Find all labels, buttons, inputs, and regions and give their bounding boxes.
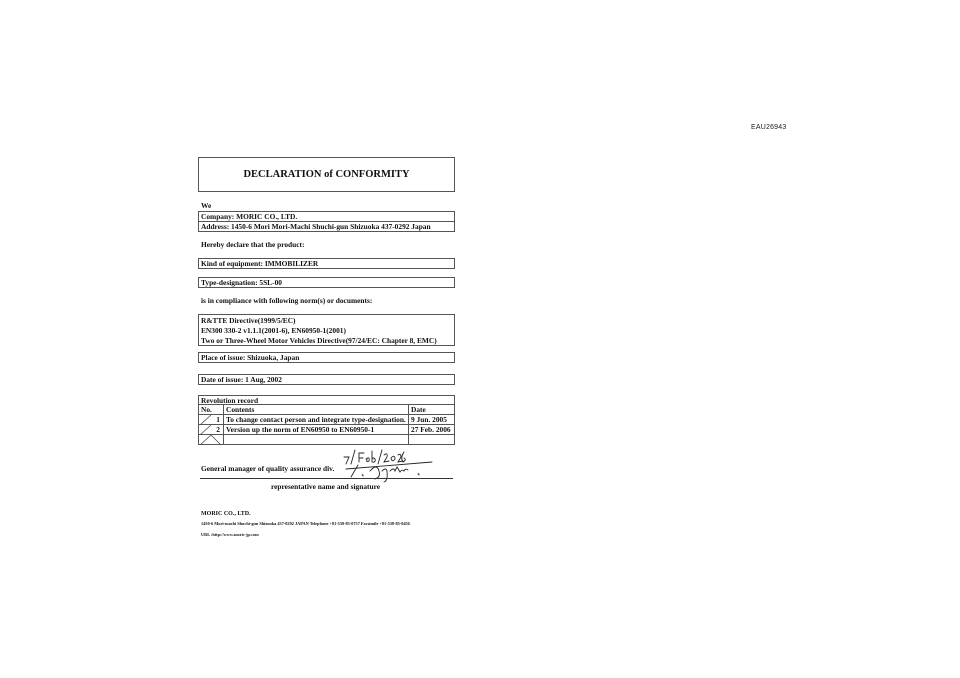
table-row [199,435,455,445]
row-number [220,435,223,444]
row-date [409,435,455,445]
col-contents-header: Contents [224,405,409,415]
row-contents: Version up the norm of EN60950 to EN60950-1 [224,425,409,435]
table-row [199,415,455,425]
compliance-text: is in compliance with following norm(s) or documents: [201,296,373,305]
address-field: Address: 1450-6 Mori Mori-Machi Shuchi-gun Shizuoka 437-0292 Japan [198,221,455,232]
document-code: EAU26943 [751,124,787,131]
norm-item: R&TTE Directive(1999/5/EC) [201,316,296,325]
row-number: 1 [216,414,220,424]
table-row [199,425,455,435]
row-date: 9 Jun. 2005 [409,415,455,425]
row-date: 27 Feb. 2006 [409,425,455,435]
revision-table [198,404,455,445]
we-label: We [201,201,212,210]
row-contents [224,435,409,445]
norm-item: Two or Three-Wheel Motor Vehicles Directive(97/24/EC: Chapter 8, EMC) [201,336,437,345]
diagonal-mark-icon [199,435,221,445]
place-field: Place of issue: Shizuoka, Japan [198,352,455,363]
type-designation-field: Type-designation: 5SL-00 [198,277,455,288]
signature-line [200,478,453,479]
norm-item: EN300 330-2 v1.1.1(2001-6), EN60950-1(2001) [201,326,346,335]
row-number-cell [199,435,224,445]
date-issue-field: Date of issue: 1 Aug, 2002 [198,374,455,385]
signatory-title: General manager of quality assurance div. [201,464,335,473]
row-number: 2 [216,424,220,434]
col-date-header: Date [409,405,455,415]
footer-company: MORIC CO., LTD. [201,511,251,517]
col-no-header: No. [199,405,224,415]
row-number-cell [199,425,224,435]
footer-address: 1450-6 Mori-machi Shuchi-gun Shizuoka 437-0292 JAPAN Telephone +81-538-85-0757 Facsimile +81-538-85-0456 [201,521,410,526]
signature-icon [342,457,434,483]
company-field: Company: MORIC CO., LTD. [198,211,455,222]
kind-field: Kind of equipment: IMMOBILIZER [198,258,455,269]
table-header-row [199,405,455,415]
signature-caption: representative name and signature [271,482,381,491]
row-contents: To change contact person and integrate type-designation. [224,415,409,425]
revision-heading: Revolution record [198,395,455,405]
declare-text: Hereby declare that the product: [201,240,305,249]
norms-box [198,314,455,346]
footer-url: URL :http://www.moric-jp.com [201,532,259,537]
page-title: DECLARATION of CONFORMITY [198,157,455,192]
row-number-cell [199,415,224,425]
